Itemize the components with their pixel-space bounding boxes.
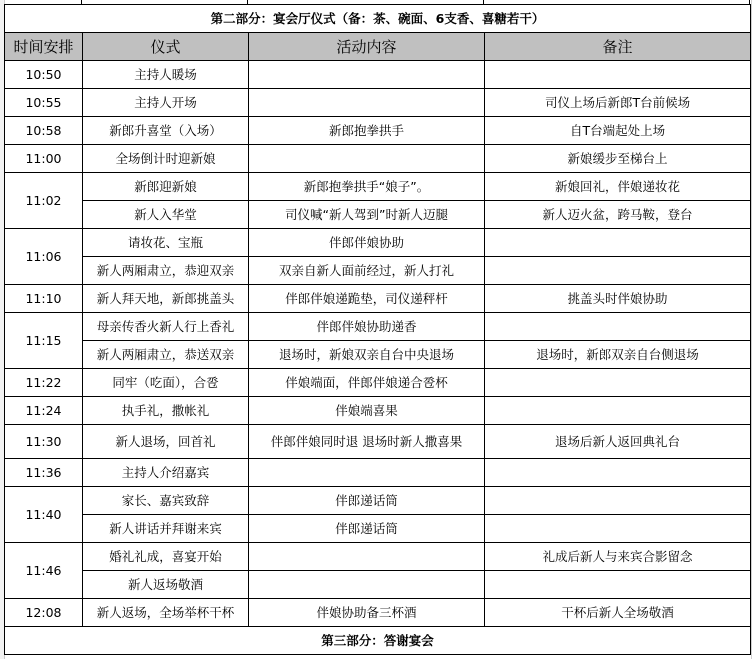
table-row: [5, 341, 751, 369]
note-cell[interactable]: [485, 229, 751, 257]
note-cell[interactable]: 干杯后新人全场敬酒: [485, 599, 751, 627]
ceremony-cell[interactable]: 新人返场，全场举杯干杯: [83, 599, 249, 627]
activity-cell[interactable]: [249, 571, 485, 599]
ceremony-cell[interactable]: 主持人暖场: [83, 61, 249, 89]
column-header-row: [5, 33, 751, 61]
note-cell[interactable]: [485, 369, 751, 397]
table-row: [5, 313, 751, 341]
time-cell[interactable]: 11:02: [5, 173, 83, 229]
ceremony-cell[interactable]: 家长、嘉宾致辞: [83, 487, 249, 515]
activity-cell[interactable]: [249, 89, 485, 117]
ceremony-cell[interactable]: 新人拜天地，新郎挑盖头: [83, 285, 249, 313]
note-cell[interactable]: 自T台端起处上场: [485, 117, 751, 145]
time-cell[interactable]: 10:55: [5, 89, 83, 117]
next-section-title[interactable]: 第三部分：答谢宴会: [5, 627, 751, 655]
note-cell[interactable]: [485, 61, 751, 89]
time-cell[interactable]: 10:58: [5, 117, 83, 145]
ceremony-cell[interactable]: 新人两厢肃立，恭送双亲: [83, 341, 249, 369]
activity-cell[interactable]: 新郎抱拳拱手: [249, 117, 485, 145]
table-row: [5, 543, 751, 571]
ceremony-cell[interactable]: 新郎升喜堂（入场）: [83, 117, 249, 145]
note-cell[interactable]: 新人迈火盆，跨马鞍，登台: [485, 201, 751, 229]
note-cell[interactable]: 退场后新人返回典礼台: [485, 425, 751, 459]
note-cell[interactable]: [485, 571, 751, 599]
table-row: [5, 61, 751, 89]
time-cell[interactable]: 11:15: [5, 313, 83, 369]
table-row: [5, 487, 751, 515]
time-cell[interactable]: 11:36: [5, 459, 83, 487]
table-row: [5, 145, 751, 173]
activity-cell[interactable]: 伴娘端喜果: [249, 397, 485, 425]
ceremony-cell[interactable]: 同牢（吃面），合卺: [83, 369, 249, 397]
note-cell[interactable]: 挑盖头时伴娘协助: [485, 285, 751, 313]
table-row: [5, 89, 751, 117]
table-row: [5, 571, 751, 599]
section-title[interactable]: 第二部分：宴会厅仪式（备：茶、碗面、6支香、喜糖若干）: [5, 5, 751, 33]
activity-cell[interactable]: [249, 543, 485, 571]
activity-cell[interactable]: 双亲自新人面前经过，新人打礼: [249, 257, 485, 285]
activity-cell[interactable]: 新郎抱拳拱手“娘子”。: [249, 173, 485, 201]
note-cell[interactable]: 礼成后新人与来宾合影留念: [485, 543, 751, 571]
activity-cell[interactable]: 伴郎伴娘同时退 退场时新人撒喜果: [249, 425, 485, 459]
activity-cell[interactable]: 司仪喊“新人驾到”时新人迈腿: [249, 201, 485, 229]
column-header-activity[interactable]: 活动内容: [249, 33, 485, 61]
ceremony-cell[interactable]: 主持人开场: [83, 89, 249, 117]
table-row: [5, 459, 751, 487]
section-title-row: [5, 5, 751, 33]
ceremony-schedule-table: [4, 4, 751, 655]
note-cell[interactable]: [485, 257, 751, 285]
table-row: [5, 599, 751, 627]
ceremony-cell[interactable]: 新郎迎新娘: [83, 173, 249, 201]
ceremony-cell[interactable]: 婚礼礼成，喜宴开始: [83, 543, 249, 571]
ceremony-cell[interactable]: 母亲传香火新人行上香礼: [83, 313, 249, 341]
time-cell[interactable]: 11:06: [5, 229, 83, 285]
next-section-title-row: [5, 627, 751, 655]
table-row: [5, 201, 751, 229]
activity-cell[interactable]: 伴郎伴娘协助: [249, 229, 485, 257]
column-header-note[interactable]: 备注: [485, 33, 751, 61]
time-cell[interactable]: 11:10: [5, 285, 83, 313]
table-row: [5, 229, 751, 257]
activity-cell[interactable]: 伴娘协助备三杯酒: [249, 599, 485, 627]
ceremony-cell[interactable]: 新人讲话并拜谢来宾: [83, 515, 249, 543]
table-row: [5, 173, 751, 201]
table-row: [5, 397, 751, 425]
table-row: [5, 369, 751, 397]
activity-cell[interactable]: 伴娘端面，伴郎伴娘递合卺杯: [249, 369, 485, 397]
time-cell[interactable]: 11:46: [5, 543, 83, 599]
time-cell[interactable]: 11:22: [5, 369, 83, 397]
time-cell[interactable]: 12:08: [5, 599, 83, 627]
note-cell[interactable]: [485, 459, 751, 487]
time-cell[interactable]: 11:24: [5, 397, 83, 425]
table-row: [5, 285, 751, 313]
activity-cell[interactable]: 伴郎递话筒: [249, 515, 485, 543]
ceremony-cell[interactable]: 主持人介绍嘉宾: [83, 459, 249, 487]
ceremony-cell[interactable]: 新人返场敬酒: [83, 571, 249, 599]
ceremony-cell[interactable]: 新人退场，回首礼: [83, 425, 249, 459]
table-row: [5, 257, 751, 285]
activity-cell[interactable]: 退场时，新娘双亲自台中央退场: [249, 341, 485, 369]
activity-cell[interactable]: 伴郎伴娘协助递香: [249, 313, 485, 341]
time-cell[interactable]: 11:30: [5, 425, 83, 459]
note-cell[interactable]: [485, 397, 751, 425]
ceremony-cell[interactable]: 执手礼，撒帐礼: [83, 397, 249, 425]
time-cell[interactable]: 11:40: [5, 487, 83, 543]
table-row: [5, 515, 751, 543]
ceremony-cell[interactable]: 请妆花、宝瓶: [83, 229, 249, 257]
note-cell[interactable]: [485, 313, 751, 341]
column-header-ceremony[interactable]: 仪式: [83, 33, 249, 61]
note-cell[interactable]: 新娘回礼，伴娘递妆花: [485, 173, 751, 201]
activity-cell[interactable]: [249, 459, 485, 487]
activity-cell[interactable]: [249, 61, 485, 89]
activity-cell[interactable]: 伴郎伴娘递跪垫，司仪递秤杆: [249, 285, 485, 313]
ceremony-cell[interactable]: 全场倒计时迎新娘: [83, 145, 249, 173]
ceremony-cell[interactable]: 新人入华堂: [83, 201, 249, 229]
ceremony-cell[interactable]: 新人两厢肃立，恭迎双亲: [83, 257, 249, 285]
table-row: [5, 425, 751, 459]
note-cell[interactable]: [485, 515, 751, 543]
activity-cell[interactable]: 伴郎递话筒: [249, 487, 485, 515]
table-row: [5, 117, 751, 145]
note-cell[interactable]: 退场时，新郎双亲自台侧退场: [485, 341, 751, 369]
column-header-time[interactable]: 时间安排: [5, 33, 83, 61]
time-cell[interactable]: 10:50: [5, 61, 83, 89]
note-cell[interactable]: 司仪上场后新郎T台前候场: [485, 89, 751, 117]
time-cell[interactable]: 11:00: [5, 145, 83, 173]
note-cell[interactable]: 新娘缓步至梯台上: [485, 145, 751, 173]
activity-cell[interactable]: [249, 145, 485, 173]
note-cell[interactable]: [485, 487, 751, 515]
